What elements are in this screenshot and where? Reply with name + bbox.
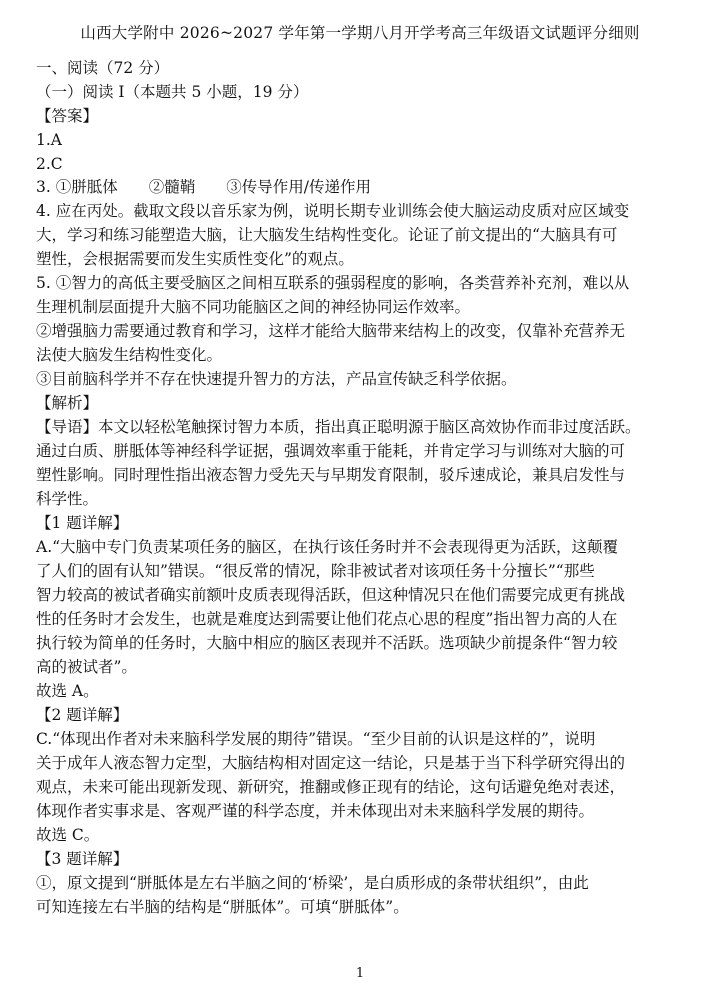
text-line: 2.C — [36, 155, 63, 173]
text-line: 塑性，会根据需要而发生实质性变化”的观点。 — [36, 250, 354, 268]
text-line: ②增强脑力需要通过教育和学习，这样才能给大脑带来结构上的改变，仅靠补充营养无 — [36, 322, 626, 340]
text-line: 1.A — [36, 131, 62, 149]
document-title: 山西大学附中 2026~2027 学年第一学期八月开学考高三年级语文试题评分细则 — [80, 24, 640, 42]
text-line: 法使大脑发生结构性变化。 — [36, 346, 223, 364]
text-line: 5. ①智力的高低主要受脑区之间相互联系的强弱程度的影响，各类营养补充剂，难以从 — [36, 274, 630, 292]
text-line: 了人们的固有认知”错误。“很反常的情况，除非被试者对该项任务十分擅长”“那些 — [36, 562, 595, 580]
text-line: C.“体现出作者对未来脑科学发展的期待”错误。“至少目前的认识是这样的”，说明 — [36, 730, 596, 748]
text-line: 生理机制层面提升大脑不同功能脑区之间的神经协同运作效率。 — [36, 298, 471, 316]
text-line: 执行较为简单的任务时，大脑中相应的脑区表现并不活跃。选项缺少前提条件“智力较 — [36, 634, 618, 652]
text-line: 科学性。 — [36, 490, 99, 508]
text-line: 性的任务时才会发生，也就是难度达到需要让他们花点心思的程度”指出智力高的人在 — [36, 610, 618, 628]
text-line: 【答案】 — [36, 107, 99, 125]
text-line: 高的被试者”。 — [36, 658, 137, 676]
text-line: （一）阅读 I（本题共 5 小题，19 分） — [36, 83, 309, 101]
text-line: 3. ①胼胝体 ②髓鞘 ③传导作用/传递作用 — [36, 178, 371, 196]
text-line: 故选 C。 — [36, 826, 100, 844]
text-line: ③目前脑科学并不存在快速提升智力的方法，产品宣传缺乏科学依据。 — [36, 370, 517, 388]
text-line: 关于成年人液态智力定型，大脑结构相对固定这一结论，只是基于当下科学研究得出的 — [36, 754, 626, 772]
text-line: 可知连接左右半脑的结构是“胼胝体”。可填“胼胝体”。 — [36, 898, 409, 916]
text-line: 4. 应在丙处。截取文段以音乐家为例，说明长期专业训练会使大脑运动皮质对应区域变 — [36, 202, 630, 220]
text-line: ①，原文提到“胼胝体是左右半脑之间的‘桥梁’，是白质形成的条带状组织”，由此 — [36, 874, 589, 892]
text-line: 一、阅读（72 分） — [36, 59, 170, 77]
text-line: 【解析】 — [36, 394, 99, 412]
text-line: 【3 题详解】 — [36, 850, 129, 868]
text-line: 塑性影响。同时理性指出液态智力受先天与早期发育限制，驳斥速成论，兼具启发性与 — [36, 466, 626, 484]
text-line: 故选 A。 — [36, 682, 99, 700]
text-line: A.“大脑中专门负责某项任务的脑区，在执行该任务时并不会表现得更为活跃，这颠覆 — [36, 538, 619, 556]
text-line: 体现作者实事求是、客观严谨的科学态度，并未体现出对未来脑科学发展的期待。 — [36, 802, 595, 820]
text-line: 【1 题详解】 — [36, 514, 129, 532]
page-number: 1 — [355, 966, 365, 981]
text-line: 【2 题详解】 — [36, 706, 129, 724]
text-line: 智力较高的被试者确实前额叶皮质表现得活跃，但这种情况只在他们需要完成更有挑战 — [36, 586, 626, 604]
text-line: 【导语】本文以轻松笔触探讨智力本质，指出真正聪明源于脑区高效协作而非过度活跃。 — [36, 418, 641, 436]
text-line: 观点，未来可能出现新发现、新研究，推翻或修正现有的结论，这句话避免绝对表述， — [36, 778, 626, 796]
text-line: 通过白质、胼胝体等神经科学证据，强调效率重于能耗，并肯定学习与训练对大脑的可 — [36, 442, 626, 460]
text-line: 大，学习和练习能塑造大脑，让大脑发生结构性变化。论证了前文提出的“大脑具有可 — [36, 226, 618, 244]
